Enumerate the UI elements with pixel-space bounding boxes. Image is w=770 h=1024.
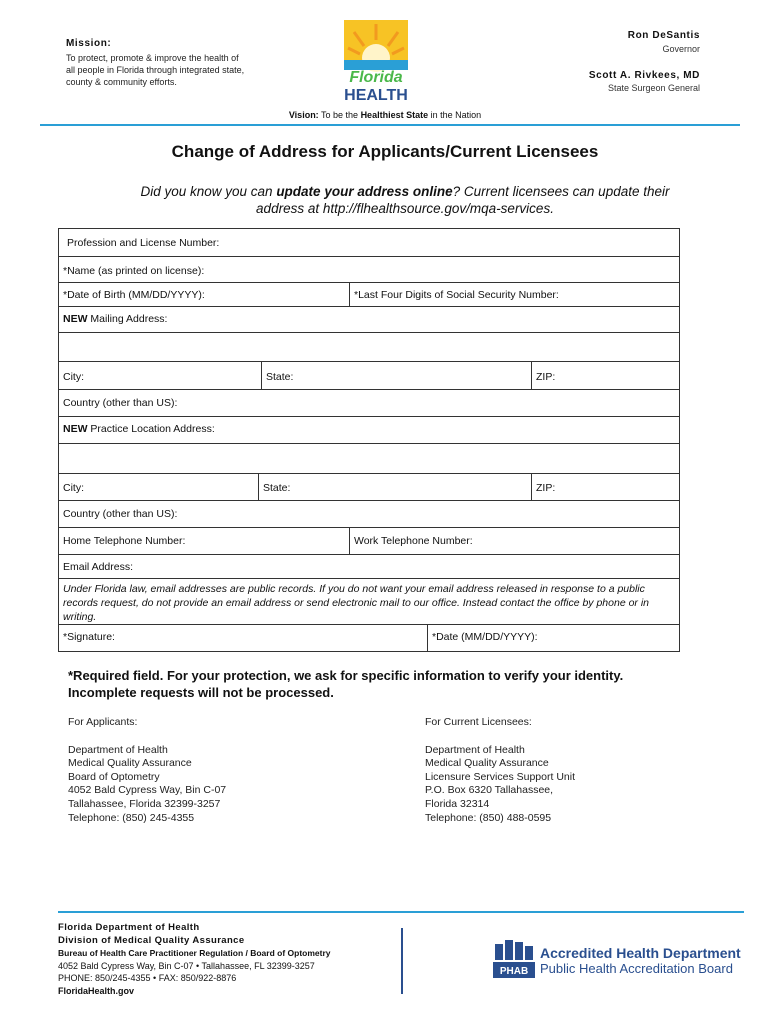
footer-address — [58, 922, 331, 997]
signature-date-label: *Date (MM/DD/YYYY): — [432, 631, 538, 643]
home-phone-label: Home Telephone Number: — [63, 535, 186, 547]
surgeon-general-name: Scott A. Rivkees, MD — [588, 70, 700, 81]
applicants-line: Department of Health — [68, 743, 168, 756]
mission-label: Mission: — [66, 38, 112, 49]
licensees-line: Telephone: (850) 488-0595 — [425, 811, 552, 824]
mailing-country-field[interactable] — [59, 390, 679, 416]
vision-statement — [0, 110, 770, 120]
intro-pre: Did you know you can — [140, 184, 277, 199]
logo-word-florida: Florida — [349, 69, 403, 86]
footer-phone-fax: PHONE: 850/245-4355 • FAX: 850/922-8876 — [58, 973, 237, 983]
vision-bold: Healthiest State — [360, 110, 429, 120]
mailing-label: Mailing Address: — [87, 313, 168, 325]
applicants-line: Board of Optometry — [68, 770, 160, 783]
applicants-line: Telephone: (850) 245-4355 — [68, 811, 195, 824]
mailing-address-field[interactable] — [59, 307, 679, 332]
phab-text: PHAB — [499, 966, 529, 977]
practice-state-label: State: — [263, 482, 291, 494]
applicants-line: 4052 Bald Cypress Way, Bin C-07 — [68, 784, 227, 797]
licensees-line: P.O. Box 6320 Tallahassee, — [425, 784, 554, 797]
email-public-records-note: Under Florida law, email addresses are public records. If you do not want your email address released in response to a public records request, do not provide an email address or send electronic mail to our office. Instead contact the office by phone or in writing. — [63, 583, 649, 623]
applicants-address — [68, 716, 368, 825]
footer-website[interactable]: FloridaHealth.gov — [58, 985, 135, 996]
signature-date-field[interactable] — [427, 625, 679, 651]
vision-label: Vision: — [288, 110, 319, 120]
mailing-city-field[interactable] — [59, 362, 261, 389]
surgeon-general-title: State Surgeon General — [607, 83, 700, 93]
footer-divider — [401, 928, 403, 994]
governor-title: Governor — [662, 44, 700, 54]
practice-new: NEW — [63, 423, 88, 435]
practice-zip-field[interactable] — [531, 474, 679, 500]
phab-logo — [493, 938, 535, 980]
mailing-new: NEW — [63, 313, 88, 325]
mailing-zip-field[interactable] — [531, 362, 679, 389]
florida-health-logo — [340, 18, 412, 104]
ssn-field[interactable] — [349, 283, 679, 306]
home-phone-field[interactable] — [59, 528, 349, 554]
dob-label: *Date of Birth (MM/DD/YYYY): — [63, 289, 205, 301]
applicants-heading: For Applicants: — [68, 716, 138, 728]
intro-text — [120, 183, 690, 217]
footer-rule — [58, 911, 744, 913]
mailing-state-field[interactable] — [261, 362, 531, 389]
mailing-zip-label: ZIP: — [536, 371, 556, 383]
licensees-heading: For Current Licensees: — [425, 716, 532, 728]
required-field-note: *Required field. For your protection, we ask for specific information to verify your identity. Incomplete requests will not be processed. — [68, 668, 624, 700]
practice-country-label: Country (other than US): — [63, 508, 178, 520]
footer-department: Florida Department of Health — [58, 922, 200, 933]
header-rule — [40, 124, 740, 126]
mailing-city-label: City: — [63, 371, 84, 383]
work-phone-field[interactable] — [349, 528, 679, 554]
licensees-address — [425, 716, 685, 825]
practice-state-field[interactable] — [258, 474, 531, 500]
work-phone-label: Work Telephone Number: — [354, 535, 473, 547]
intro-bold: update your address online — [276, 184, 453, 199]
practice-label: Practice Location Address: — [87, 423, 215, 435]
practice-address-field[interactable] — [59, 417, 679, 443]
governor-name: Ron DeSantis — [627, 30, 700, 41]
footer-bureau: Bureau of Health Care Practitioner Regulation / Board of Optometry — [58, 948, 331, 958]
applicants-line: Medical Quality Assurance — [68, 757, 192, 770]
page-title: Change of Address for Applicants/Current Licensees — [171, 142, 599, 161]
applicants-line: Tallahassee, Florida 32399-3257 — [68, 797, 221, 810]
vision-pre: To be the — [318, 110, 361, 120]
profession-field[interactable] — [59, 229, 679, 256]
vision-post: in the Nation — [428, 110, 482, 120]
address-form — [58, 228, 680, 652]
footer-division: Division of Medical Quality Assurance — [58, 934, 245, 946]
practice-country-field[interactable] — [59, 501, 679, 527]
practice-city-field[interactable] — [59, 474, 258, 500]
accreditation-board: Public Health Accreditation Board — [540, 961, 733, 976]
signature-label: *Signature: — [63, 631, 115, 643]
signature-field[interactable] — [59, 625, 427, 651]
licensees-line: Medical Quality Assurance — [425, 757, 549, 770]
mission-text: To protect, promote & improve the health of all people in Florida through integrated state, county & community efforts. — [66, 53, 245, 87]
accredited-title: Accredited Health Department — [540, 945, 741, 961]
name-field[interactable] — [59, 257, 679, 282]
licensees-line: Florida 32314 — [425, 797, 490, 810]
mailing-state-label: State: — [266, 371, 294, 383]
intro-post: ? Current licensees can update their address at http://flhealthsource.gov/mqa-services. — [256, 184, 670, 216]
mailing-address-line2[interactable] — [59, 333, 679, 361]
email-field[interactable] — [59, 555, 679, 578]
profession-label: Profession and License Number: — [67, 237, 220, 249]
name-label: *Name (as printed on license): — [63, 265, 205, 277]
ssn-label: *Last Four Digits of Social Security Number: — [354, 289, 559, 301]
email-label: Email Address: — [63, 561, 134, 573]
dob-field[interactable] — [59, 283, 349, 306]
licensees-line: Department of Health — [425, 743, 525, 756]
practice-zip-label: ZIP: — [536, 482, 556, 494]
practice-address-line2[interactable] — [59, 444, 679, 473]
mailing-country-label: Country (other than US): — [63, 397, 178, 409]
licensees-line: Licensure Services Support Unit — [425, 770, 575, 783]
footer-street: 4052 Bald Cypress Way, Bin C-07 • Tallahassee, FL 32399-3257 — [58, 960, 315, 971]
practice-city-label: City: — [63, 482, 84, 494]
logo-word-health: HEALTH — [344, 87, 408, 104]
